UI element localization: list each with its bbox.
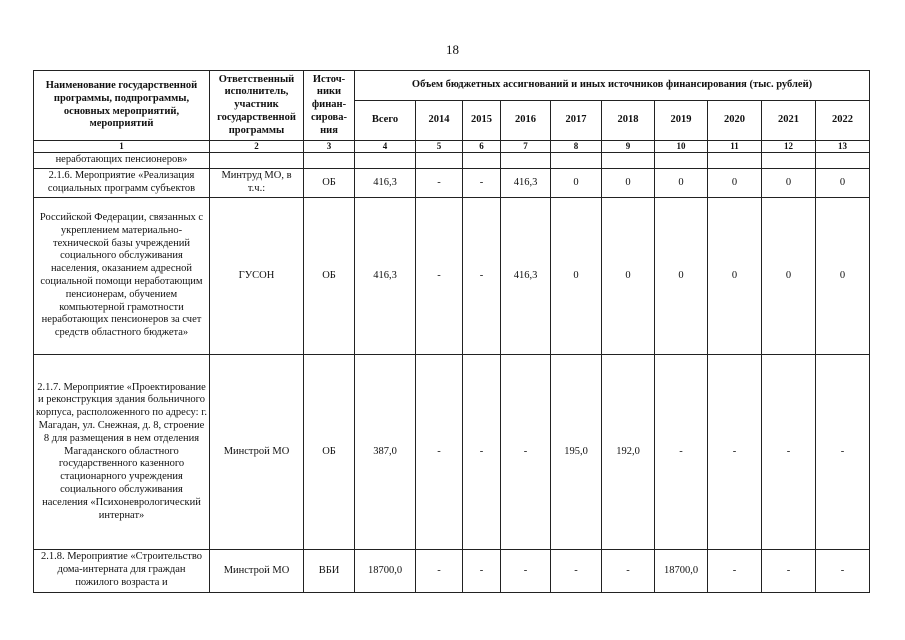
row-value: 18700,0 [655,549,708,592]
row-value: - [416,168,463,197]
column-number: 3 [304,141,355,153]
header-name: Наименование государственной программы, подпрограммы, основных мероприятий, мероприятий [34,71,210,141]
row-value: 0 [602,197,655,354]
row-value: - [602,549,655,592]
row-value: - [816,549,870,592]
column-number: 13 [816,141,870,153]
row-source: ОБ [304,354,355,549]
row-value: - [416,354,463,549]
row-value [655,152,708,168]
row-source: ОБ [304,197,355,354]
row-value: - [463,354,501,549]
row-value [551,152,602,168]
table-row [34,152,870,168]
row-source: ОБ [304,168,355,197]
row-value [602,152,655,168]
row-value: 0 [602,168,655,197]
row-value: 416,3 [501,197,551,354]
row-value: - [816,354,870,549]
row-value: 0 [655,168,708,197]
row-value: 0 [708,168,762,197]
column-number: 7 [501,141,551,153]
row-total [355,152,416,168]
row-value: - [501,354,551,549]
header-total: Всего [355,101,416,141]
column-number: 10 [655,141,708,153]
row-value: 0 [762,168,816,197]
row-source: ВБИ [304,549,355,592]
table-row [34,168,870,197]
row-total: 18700,0 [355,549,416,592]
row-name: 2.1.6. Мероприятие «Реализация социальных программ субъектов [34,168,210,197]
header-year-2021: 2021 [762,101,816,141]
row-name: Российской Федерации, связанных с укреплением материально-технической базы учреждений социального обслуживания населения, оказанием адресной социальной помощи неработающим пенсионерам, обучением компьютерной грамотности неработающих пенсионеров за счет средств областного бюджета» [34,197,210,354]
budget-table [33,70,870,593]
row-value: - [416,549,463,592]
row-value: 0 [655,197,708,354]
row-executor [210,152,304,168]
header-year-2018: 2018 [602,101,655,141]
row-total: 416,3 [355,168,416,197]
table-row [34,197,870,354]
column-number: 9 [602,141,655,153]
table-row [34,354,870,549]
row-value: - [463,168,501,197]
row-name: 2.1.7. Мероприятие «Проектирование и реконструкция здания больничного корпуса, расположенного по адресу: г. Магадан, ул. Снежная, д. 8, строение 8 для размещения в нем отделения Магаданского областного государственного казенного стационарного учреждения социального обслуживания населения «Психоневрологический интернат» [34,354,210,549]
column-number: 2 [210,141,304,153]
header-year-2019: 2019 [655,101,708,141]
column-number: 8 [551,141,602,153]
row-value: 0 [816,197,870,354]
row-value [816,152,870,168]
column-number: 12 [762,141,816,153]
row-value: 416,3 [501,168,551,197]
column-number: 1 [34,141,210,153]
row-value [762,152,816,168]
row-value: - [551,549,602,592]
row-name [34,549,210,592]
header-year-2022: 2022 [816,101,870,141]
row-value: 0 [551,197,602,354]
row-value: - [655,354,708,549]
header-year-2020: 2020 [708,101,762,141]
row-value [708,152,762,168]
column-number: 11 [708,141,762,153]
row-value: - [762,354,816,549]
row-value [501,152,551,168]
row-value: 0 [551,168,602,197]
row-executor: Минстрой МО [210,549,304,592]
row-value: 0 [762,197,816,354]
row-value: - [416,197,463,354]
row-value: 192,0 [602,354,655,549]
header-year-2017: 2017 [551,101,602,141]
row-value: - [501,549,551,592]
row-name-text: 2.1.8. Мероприятие «Строительство дома-интерната для граждан пожилого возраста и [40,550,203,588]
row-executor: Минстрой МО [210,354,304,549]
row-value: 0 [708,197,762,354]
header-year-2014: 2014 [416,101,463,141]
row-value: - [463,197,501,354]
page-number: 18 [446,42,459,57]
row-value [416,152,463,168]
column-number: 6 [463,141,501,153]
row-value: 195,0 [551,354,602,549]
row-total: 387,0 [355,354,416,549]
table-row [34,549,870,592]
row-source [304,152,355,168]
row-value: - [762,549,816,592]
row-executor: Минтруд МО, в т.ч.: [210,168,304,197]
header-executor: Ответственный исполнитель, участник государственной программы [210,71,304,141]
row-name: неработающих пенсионеров» [34,152,210,168]
row-value: - [708,354,762,549]
row-executor: ГУСОН [210,197,304,354]
header-year-2015: 2015 [463,101,501,141]
column-number: 5 [416,141,463,153]
row-total: 416,3 [355,197,416,354]
row-value: 0 [816,168,870,197]
header-year-2016: 2016 [501,101,551,141]
header-source: Источ-ники финан-сирова-ния [304,71,355,141]
column-numbers-row [34,141,870,153]
row-value: - [708,549,762,592]
header-volume: Объем бюджетных ассигнований и иных источников финансирования (тыс. рублей) [355,71,870,101]
row-value: - [463,549,501,592]
row-value [463,152,501,168]
column-number: 4 [355,141,416,153]
